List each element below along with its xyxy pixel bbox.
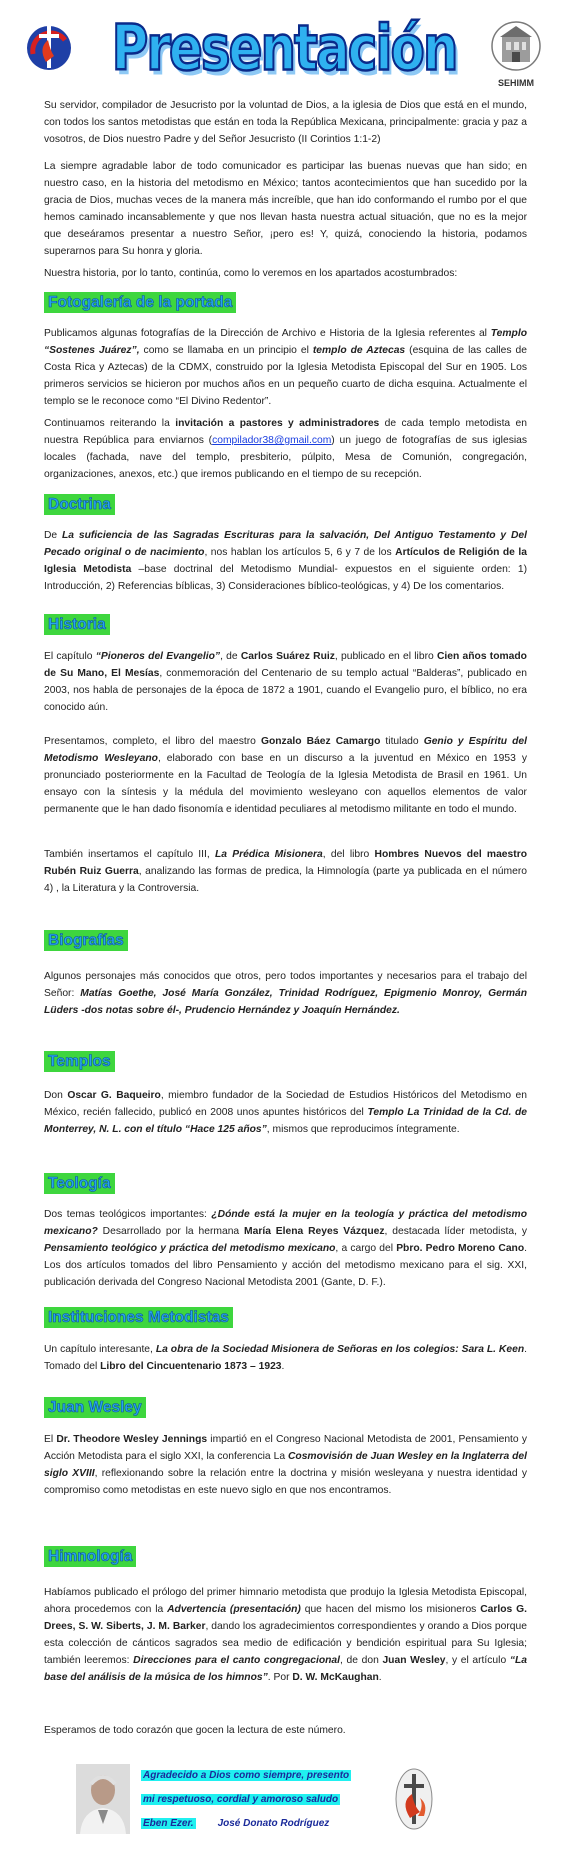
intro-lead: Nuestra historia, por lo tanto, continúa, como lo veremos en los apartados acostumbrados: bbox=[44, 268, 458, 279]
wesley-paragraph: El Dr. Theodore Wesley Jennings impartió en el Congreso Nacional Metodista de 2001, Pensamiento y Acción Metodista para el siglo XXI, la conferencia La Cosmovisión de Juan Wesley en la Inglaterra del siglo XVIII, reflexionando sobre la relación entre la doctrina y misión wesleyana y nuestra identidad y compromiso como metodistas en este nuevo siglo en que nos encontramos. bbox=[44, 1434, 527, 1496]
instituciones-paragraph: Un capítulo interesante, La obra de la Sociedad Misionera de Señoras en los colegios: Sara L. Keen. Tomado del Libro del Cincuentenario 1873 – 1923. bbox=[44, 1344, 527, 1372]
sehimm-label: SEHIMM bbox=[498, 78, 534, 88]
closing-line-3: Eben Ezer. José Donato Rodríguez bbox=[143, 1818, 330, 1829]
intro-paragraph: La siempre agradable labor de todo comunicador es participar las buenas nuevas que han sido; en nuestro caso, en la historia del metodismo en México; tantos acontecimientos que han sucedido por la gracia de Dios, muchas veces de la manera más increíble, que han ido conformando el rumbo por el que hemos caminado incansablemente y que nos llevan hasta nuestra actual situación, que no es la mejor que deseáramos presentar a nuestro Señor, ¡pero es! Y, quizá, conociendo la historia, podamos superarnos para Su honra y gloria. bbox=[44, 161, 527, 257]
closing-paragraph: Esperamos de todo corazón que gocen la lectura de este número. bbox=[44, 1725, 346, 1736]
section-heading-fotogaleria: Fotogalería de la portada bbox=[44, 292, 236, 313]
signature: José Donato Rodríguez bbox=[217, 1818, 330, 1829]
fotogaleria-paragraph-1: Publicamos algunas fotografías de la Dirección de Archivo e Historia de la Iglesia referentes al Templo “Sostenes Juárez”, como se llamaba en un principio el templo de Aztecas (esquina de las calles de Costa Rica y Aztecas) de la CDMX, construido por la Iglesia Metodista Episcopal del Sur en 1905. Los primeros servicios se hicieron por muchos años en un pequeño cuarto de dicha esquina. Actualmente el templo se le reconoce como “El Divino Redentor”. bbox=[44, 328, 527, 407]
section-heading-juan-wesley: Juan Wesley bbox=[44, 1397, 146, 1418]
fotogaleria-paragraph-2: Continuamos reiterando la invitación a pastores y administradores de cada templo metodista en nuestra República para enviarnos (compilador38@gmail.com) un juego de fotografías de sus iglesias locales (fachada, nave del templo, presbiterio, púlpito, Mesa de Comunión, congregación, organizaciones, anexos, etc.) que iremos publicando en el tiempo de su recepción. bbox=[44, 418, 528, 480]
closing-line-2: mi respetuoso, cordial y amoroso saludo bbox=[143, 1794, 339, 1805]
methodist-church-logo-icon bbox=[24, 18, 74, 74]
section-heading-templos: Templos bbox=[44, 1051, 115, 1072]
building-seal-icon bbox=[485, 20, 547, 72]
closing-line-1: Agradecido a Dios como siempre, presento bbox=[143, 1770, 350, 1781]
section-heading-doctrina: Doctrina bbox=[44, 494, 115, 515]
cross-and-flame-icon bbox=[394, 1766, 434, 1832]
templos-paragraph: Don Oscar G. Baqueiro, miembro fundador de la Sociedad de Estudios Históricos del Metodismo en México, recién fallecido, publicó en 2008 unos apuntes históricos del Templo La Trinidad de la Cd. de Monterrey, N. L. con el título “Hace 125 años”, mismos que reproducimos íntegramente. bbox=[44, 1090, 527, 1135]
author-photo bbox=[76, 1764, 130, 1834]
section-heading-biografias: Biografías bbox=[44, 930, 128, 951]
section-heading-instituciones: Instituciones Metodistas bbox=[44, 1307, 233, 1328]
doctrina-paragraph: De La suficiencia de las Sagradas Escrituras para la salvación, Del Antiguo Testamento y Del Pecado original o de nacimiento, nos hablan los artículos 5, 6 y 7 de los Artículos de Religión de la Iglesia Metodista –base doctrinal del Metodismo Mundial- expuestos en el siguiente orden: 1) Introducción, 2) Referencias bíblicas, 3) Consideraciones bíblico-teológicas, y 4) De los comentarios. bbox=[44, 530, 528, 592]
historia-paragraph-2: Presentamos, completo, el libro del maestro Gonzalo Báez Camargo titulado Genio y Espíritu del Metodismo Wesleyano, elaborado con base en un discurso a la juventud en México en 1953 y pronunciado posteriormente en la Facultad de Teología de la Iglesia Metodista de Brasil en 1961. Un ensayo con la síntesis y la médula del movimiento wesleyano con aquellos elementos de valor permanente que le han dado fisonomía e identidad peculiares al metodismo militante en todo el mundo. bbox=[44, 736, 527, 815]
biografias-paragraph: Algunos personajes más conocidos que otros, pero todos importantes y necesarios para el trabajo del Señor: Matías Goethe, José María González, Trinidad Rodríguez, Epigmenio Monroy, Germán Lüders -dos notas sobre él-, Prudencio Hernández y Joaquín Hernández. bbox=[44, 971, 528, 1016]
section-heading-himnologia: Himnología bbox=[44, 1546, 136, 1567]
teologia-paragraph: Dos temas teológicos importantes: ¿Dónde está la mujer en la teología y práctica del metodismo mexicano? Desarrollado por la hermana María Elena Reyes Vázquez, destacada líder metodista, y Pensamiento teológico y práctica del metodismo mexicano, a cargo del Pbro. Pedro Moreno Cano. Los dos artículos tomados del libro Pensamiento y acción del metodismo mexicano para el sig. XXI, publicación derivada del Congreso Nacional Metodista 2001 (Gante, D. F.). bbox=[44, 1209, 528, 1288]
email-link[interactable]: compilador38@gmail.com bbox=[212, 435, 332, 446]
section-heading-historia: Historia bbox=[44, 614, 110, 635]
historia-paragraph-3: También insertamos el capítulo III, La Prédica Misionera, del libro Hombres Nuevos del maestro Rubén Ruiz Guerra, analizando las formas de predica, la Himnología (parte ya publicada en el número 4) , la Literatura y la Controversia. bbox=[44, 849, 527, 894]
himnologia-paragraph: Habíamos publicado el prólogo del primer himnario metodista que produjo la Iglesia Metodista Episcopal, ahora procedemos con la Advertencia (presentación) que hacen del mismo los misioneros Carlos G. Drees, S. W. Siberts, J. M. Barker, dando los agradecimientos correspondientes y orando a Dios porque esta colección de cánticos sagrados sea medio de edificación y bendición espiritual para Su Iglesia; también leeremos: Direcciones para el canto congregacional, de don Juan Wesley, y el artículo “La base del análisis de la música de los himnos”. Por D. W. McKaughan. bbox=[44, 1587, 527, 1683]
page-title: Presentación bbox=[111, 11, 457, 85]
historia-paragraph-1: El capítulo “Pioneros del Evangelio”, de Carlos Suárez Ruiz, publicado en el libro Cien años tomado de Su Mano, El Mesías, conmemoración del Centenario de su templo actual “Balderas”, publicado en 2003, nos habla de personajes de la época de 1872 a 1901, cuando el Evangelio puro, el bíblico, no era conocido aún. bbox=[44, 651, 527, 713]
sehimm-logo bbox=[485, 20, 547, 88]
section-heading-teologia: Teología bbox=[44, 1173, 115, 1194]
intro-greeting: Su servidor, compilador de Jesucristo por la voluntad de Dios, a la iglesia de Dios que está en el mundo, con todos los santos metodistas que están en toda la República Mexicana, principalmente: gracia y paz a vosotros, de Dios nuestro Padre y del Señor Jesucristo (II Corintios 1:1-2) bbox=[44, 100, 527, 145]
